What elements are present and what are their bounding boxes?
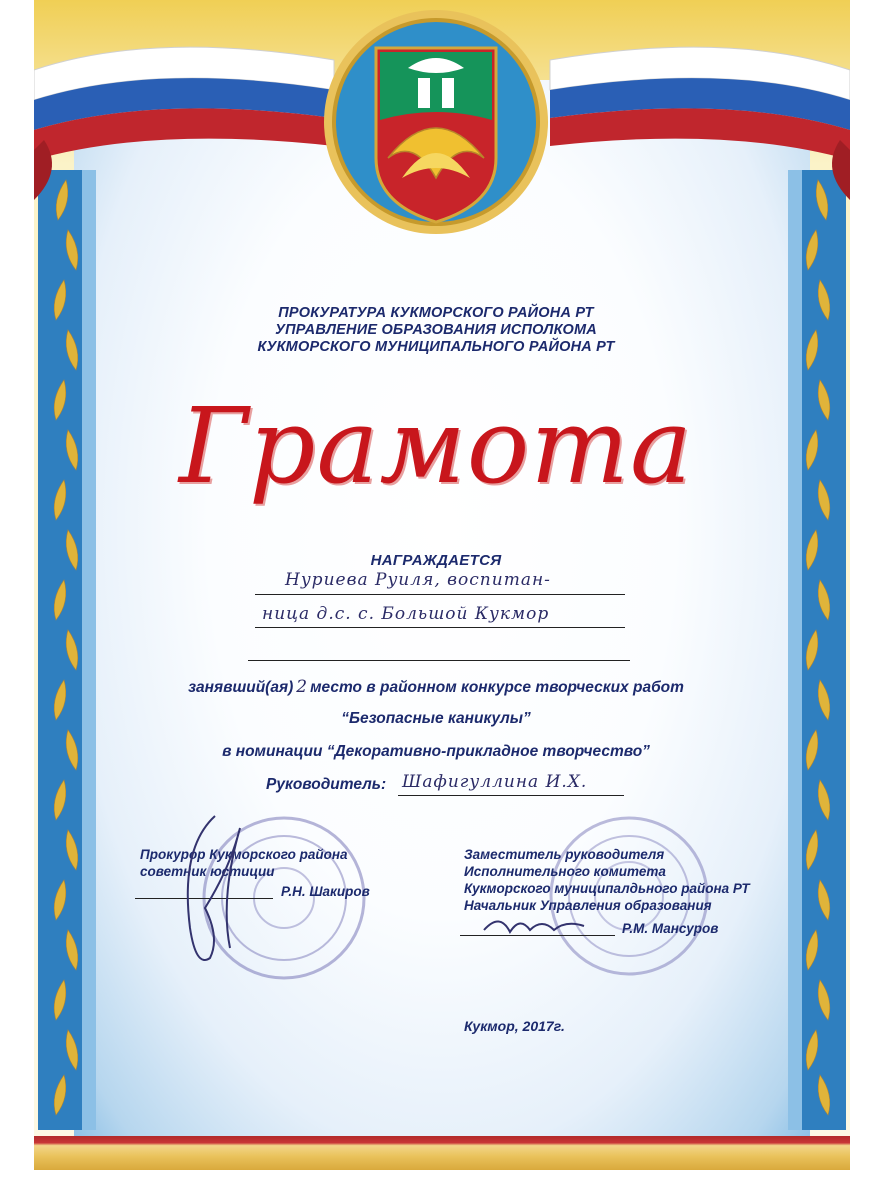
place-line (0, 677, 872, 697)
prosecutor-handwritten-signature (160, 808, 260, 978)
place-value: 2 (296, 677, 308, 697)
awarded-heading: НАГРАЖДАЕТСЯ (370, 552, 502, 569)
nomination-line: в номинации “Декоративно-прикладное творчество” (222, 743, 650, 760)
certificate-title: Грамота (179, 385, 693, 507)
deputy-district: Кукморского муниципалдьного района РТ (464, 881, 750, 896)
deputy-position: Заместитель руководителя (464, 847, 665, 862)
recipient-underline-3 (248, 660, 630, 661)
deputy-handwritten-signature (480, 910, 590, 942)
place-and-date: Кукмор, 2017г. (464, 1018, 565, 1034)
deputy-department: Начальник Управления образования (464, 898, 712, 913)
prosecutor-name: Р.Н. Шакиров (281, 884, 370, 899)
supervisor-underline (398, 795, 624, 796)
supervisor-name: Шафигуллина И.Х. (402, 772, 588, 792)
place-prefix: занявший(ая) (188, 679, 294, 696)
recipient-name-line-2: ница д.с. с. Большой Кукмор (262, 604, 550, 624)
contest-name: “Безопасные каникулы” (341, 710, 531, 727)
deputy-committee: Исполнительного комитета (464, 864, 666, 879)
org-line-2: УПРАВЛЕНИЕ ОБРАЗОВАНИЯ ИСПОЛКОМА (275, 322, 597, 338)
issuing-organizations (0, 305, 872, 356)
district-coat-of-arms (318, 8, 554, 240)
org-line-1: ПРОКУРАТУРА КУКМОРСКОГО РАЙОНА РТ (278, 305, 594, 321)
place-suffix: место в районном конкурсе творческих работ (310, 679, 684, 696)
bottom-decor-band (34, 1136, 850, 1170)
org-line-3: КУКМОРСКОГО МУНИЦИПАЛЬНОГО РАЙОНА РТ (257, 339, 615, 355)
deputy-name: Р.М. Мансуров (622, 921, 719, 936)
supervisor-label: Руководитель: (266, 776, 387, 793)
prosecutor-rank: советник юстиции (140, 864, 275, 879)
deputy-head-title (464, 846, 750, 914)
recipient-name-line-1: Нуриева Руиля, воспитан- (285, 570, 551, 590)
recipient-underline-2 (255, 627, 625, 628)
prosecutor-position: Прокурор Кукморского района (140, 847, 348, 862)
recipient-underline-1 (255, 594, 625, 595)
